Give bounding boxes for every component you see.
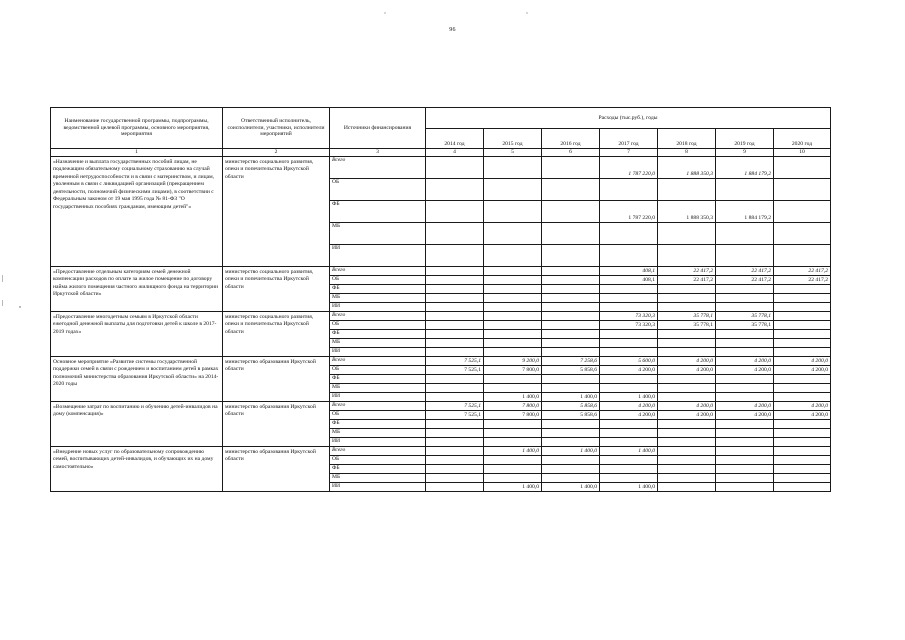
expense-value-cell <box>484 311 542 320</box>
expense-value-cell <box>658 446 716 455</box>
header-year: 2018 год <box>658 129 716 149</box>
expense-value-cell: 4 200,0 <box>716 356 774 365</box>
expense-value-cell: 7 800,0 <box>484 401 542 410</box>
expense-value-cell: 4 200,0 <box>658 365 716 374</box>
expense-value-cell: 1 400,0 <box>484 392 542 401</box>
expense-value-cell: 4 200,0 <box>658 410 716 419</box>
expense-value-cell <box>600 455 658 464</box>
expense-value-cell <box>774 293 831 302</box>
column-number: 6 <box>542 149 600 157</box>
expense-value-cell <box>658 464 716 473</box>
expense-value-cell <box>600 284 658 293</box>
funding-source-cell: ФБ <box>330 374 426 383</box>
table-row <box>51 401 831 410</box>
expense-value-cell <box>658 428 716 437</box>
expense-value-cell <box>426 374 484 383</box>
expense-value-cell <box>658 284 716 293</box>
expense-value-cell: 1 888 350,3 <box>658 200 716 222</box>
funding-source-cell: ОБ <box>330 455 426 464</box>
expense-value-cell: 1 787 220,0 <box>600 156 658 178</box>
expense-value-cell <box>484 374 542 383</box>
expense-value-cell <box>484 156 542 178</box>
expense-value-cell <box>600 178 658 200</box>
expense-value-cell: 408,1 <box>600 266 658 275</box>
expense-value-cell <box>600 338 658 347</box>
expense-value-cell <box>658 473 716 482</box>
expense-value-cell <box>426 464 484 473</box>
expense-value-cell <box>716 338 774 347</box>
expense-value-cell <box>426 428 484 437</box>
table-header <box>51 108 831 157</box>
expense-value-cell <box>426 156 484 178</box>
expense-value-cell <box>774 482 831 491</box>
expense-value-cell: 35 778,1 <box>716 320 774 329</box>
expense-value-cell <box>658 302 716 311</box>
expense-value-cell <box>484 383 542 392</box>
expense-value-cell <box>774 428 831 437</box>
expense-value-cell: 5 858,6 <box>542 365 600 374</box>
expense-value-cell <box>484 284 542 293</box>
expense-value-cell <box>658 392 716 401</box>
expense-value-cell <box>484 437 542 446</box>
expense-value-cell: 22 417,2 <box>774 266 831 275</box>
expense-value-cell <box>774 419 831 428</box>
funding-source-cell: МБ <box>330 222 426 244</box>
expense-value-cell <box>774 302 831 311</box>
column-number: 8 <box>658 149 716 157</box>
expense-value-cell <box>426 275 484 284</box>
expense-value-cell <box>542 338 600 347</box>
expense-value-cell: 4 200,0 <box>716 410 774 419</box>
expense-value-cell <box>484 473 542 482</box>
expense-value-cell: 73 320,3 <box>600 311 658 320</box>
executor-cell: министерство образования Иркутской области <box>223 446 330 491</box>
expense-value-cell <box>542 244 600 266</box>
expense-value-cell <box>716 347 774 356</box>
expense-value-cell <box>426 311 484 320</box>
expense-value-cell <box>484 455 542 464</box>
expense-value-cell <box>774 156 831 178</box>
expense-value-cell: 7 800,0 <box>484 410 542 419</box>
table-row <box>51 311 831 320</box>
budget-table <box>50 107 831 492</box>
funding-source-cell: ОБ <box>330 365 426 374</box>
expense-value-cell <box>484 275 542 284</box>
expense-value-cell: 1 400,0 <box>484 446 542 455</box>
funding-source-cell: ИИ <box>330 244 426 266</box>
expense-value-cell: 7 525,1 <box>426 365 484 374</box>
funding-source-cell: Всего <box>330 156 426 178</box>
funding-source-cell: ИИ <box>330 482 426 491</box>
expense-value-cell: 1 400,0 <box>542 392 600 401</box>
expense-value-cell <box>542 374 600 383</box>
funding-source-cell: ИИ <box>330 392 426 401</box>
expense-value-cell <box>426 284 484 293</box>
expense-value-cell: 1 400,0 <box>600 446 658 455</box>
funding-source-cell: ОБ <box>330 178 426 200</box>
expense-value-cell <box>542 383 600 392</box>
expense-value-cell: 1 400,0 <box>484 482 542 491</box>
expense-value-cell: 5 600,0 <box>600 356 658 365</box>
funding-source-cell: ИИ <box>330 437 426 446</box>
expense-value-cell: 5 858,6 <box>542 401 600 410</box>
expense-value-cell: 4 200,0 <box>716 365 774 374</box>
expense-value-cell <box>600 419 658 428</box>
funding-source-cell: ФБ <box>330 329 426 338</box>
expense-value-cell: 1 400,0 <box>600 392 658 401</box>
expense-value-cell <box>484 329 542 338</box>
expense-value-cell <box>484 293 542 302</box>
expense-value-cell <box>658 419 716 428</box>
expense-value-cell <box>600 374 658 383</box>
expense-value-cell <box>600 464 658 473</box>
expense-value-cell <box>716 222 774 244</box>
expense-value-cell: 1 884 179,2 <box>716 156 774 178</box>
expense-value-cell <box>658 383 716 392</box>
expense-value-cell <box>658 244 716 266</box>
expense-value-cell <box>484 464 542 473</box>
expense-value-cell <box>426 383 484 392</box>
table-row <box>51 446 831 455</box>
expense-value-cell: 1 400,0 <box>542 446 600 455</box>
expense-value-cell: 7 525,1 <box>426 401 484 410</box>
expense-value-cell <box>716 482 774 491</box>
expense-value-cell <box>426 244 484 266</box>
expense-value-cell <box>716 455 774 464</box>
expense-value-cell <box>426 302 484 311</box>
page-number: 96 <box>449 27 456 33</box>
funding-source-cell: ИИ <box>330 347 426 356</box>
executor-cell: министерство социального развития, опеки и попечительства Иркутской области <box>223 311 330 356</box>
funding-source-cell: Всего <box>330 266 426 275</box>
header-program: Наименование государственной программы, подпрограммы, ведомственной целевой программы, основного мероприятия, мероприятия <box>51 108 223 149</box>
expense-value-cell <box>774 311 831 320</box>
expense-value-cell <box>600 383 658 392</box>
expense-value-cell <box>716 437 774 446</box>
expense-value-cell <box>658 222 716 244</box>
expense-value-cell <box>774 222 831 244</box>
program-name-cell: Основное мероприятие «Развитие системы государственной поддержки семей в связи с рождением и воспитанием детей в рамках полномочий министерства образования Иркутской области» на 2014-2020 годы <box>51 356 223 401</box>
expense-value-cell <box>542 178 600 200</box>
expense-value-cell <box>658 482 716 491</box>
header-year: 2019 год <box>716 129 774 149</box>
expense-value-cell <box>716 329 774 338</box>
expense-value-cell <box>542 437 600 446</box>
expense-value-cell <box>774 437 831 446</box>
expense-value-cell <box>426 329 484 338</box>
program-name-cell: «Возмещение затрат по воспитанию и обучению детей-инвалидов на дому (компенсация)» <box>51 401 223 446</box>
column-number: 4 <box>426 149 484 157</box>
expense-value-cell <box>774 320 831 329</box>
funding-source-cell: МБ <box>330 428 426 437</box>
expense-value-cell <box>716 419 774 428</box>
expense-value-cell <box>542 464 600 473</box>
expense-value-cell: 4 200,0 <box>716 401 774 410</box>
program-name-cell: «Предоставление отдельным категориям семей денежной компенсации расходов по оплате за жилое помещение по договору найма жилого помещения частного жилищного фонда на территории Иркутской области» <box>51 266 223 311</box>
expense-value-cell <box>774 464 831 473</box>
expense-value-cell <box>716 302 774 311</box>
expense-value-cell <box>484 178 542 200</box>
expense-value-cell <box>426 392 484 401</box>
expense-value-cell <box>542 293 600 302</box>
expense-value-cell <box>542 329 600 338</box>
expense-value-cell <box>658 178 716 200</box>
expense-value-cell: 4 200,0 <box>600 401 658 410</box>
expense-value-cell <box>658 329 716 338</box>
expense-value-cell: 1 400,0 <box>542 482 600 491</box>
header-year: 2016 год <box>542 129 600 149</box>
expense-value-cell <box>600 244 658 266</box>
expense-value-cell <box>774 284 831 293</box>
expense-value-cell <box>484 302 542 311</box>
expense-value-cell <box>600 428 658 437</box>
expense-value-cell <box>542 302 600 311</box>
expense-value-cell <box>542 473 600 482</box>
expense-value-cell <box>774 374 831 383</box>
table-row <box>51 356 831 365</box>
funding-source-cell: Всего <box>330 446 426 455</box>
expense-value-cell <box>600 302 658 311</box>
expense-value-cell: 4 200,0 <box>774 365 831 374</box>
expense-value-cell <box>426 338 484 347</box>
expense-value-cell <box>774 178 831 200</box>
header-source: Источники финансирования <box>330 108 426 149</box>
expense-value-cell <box>658 455 716 464</box>
expense-value-cell: 5 858,6 <box>542 410 600 419</box>
executor-cell: министерство социального развития, опеки и попечительства Иркутской области <box>223 156 330 266</box>
expense-value-cell <box>600 329 658 338</box>
expense-value-cell <box>774 329 831 338</box>
expense-value-cell: 4 200,0 <box>600 410 658 419</box>
expense-value-cell <box>542 311 600 320</box>
expense-value-cell <box>426 293 484 302</box>
funding-source-cell: ФБ <box>330 464 426 473</box>
expense-value-cell <box>774 347 831 356</box>
expense-value-cell <box>484 266 542 275</box>
expense-value-cell <box>600 437 658 446</box>
expense-value-cell <box>484 200 542 222</box>
expense-value-cell <box>600 293 658 302</box>
expense-value-cell: 408,1 <box>600 275 658 284</box>
funding-source-cell: ФБ <box>330 284 426 293</box>
funding-source-cell: Всего <box>330 356 426 365</box>
expense-value-cell: 7 800,0 <box>484 365 542 374</box>
expense-value-cell <box>716 244 774 266</box>
expense-value-cell <box>484 428 542 437</box>
expense-value-cell: 73 320,3 <box>600 320 658 329</box>
expense-value-cell: 1 400,0 <box>600 482 658 491</box>
funding-source-cell: Всего <box>330 401 426 410</box>
executor-cell: министерство образования Иркутской области <box>223 356 330 401</box>
expense-value-cell: 22 417,2 <box>716 266 774 275</box>
expense-value-cell: 22 417,2 <box>716 275 774 284</box>
expense-value-cell <box>542 222 600 244</box>
expense-value-cell: 22 417,2 <box>658 275 716 284</box>
expense-value-cell <box>774 338 831 347</box>
expense-value-cell <box>716 293 774 302</box>
expense-value-cell: 35 778,1 <box>658 320 716 329</box>
expense-value-cell <box>774 392 831 401</box>
expense-value-cell <box>426 482 484 491</box>
expense-value-cell <box>542 428 600 437</box>
expense-value-cell <box>542 419 600 428</box>
expense-value-cell: 4 200,0 <box>658 356 716 365</box>
header-year: 2017 год <box>600 129 658 149</box>
expense-value-cell <box>658 374 716 383</box>
expense-value-cell <box>426 320 484 329</box>
table-body <box>51 156 831 491</box>
funding-source-cell: МБ <box>330 383 426 392</box>
funding-source-cell: МБ <box>330 473 426 482</box>
expense-value-cell <box>716 374 774 383</box>
program-name-cell: «Внедрение новых услуг по образовательному сопровождению семей, воспитывающих детей-инвалидов, и обучающих их на дому самостоятельно» <box>51 446 223 491</box>
expense-value-cell <box>658 347 716 356</box>
funding-source-cell: ОБ <box>330 410 426 419</box>
expense-value-cell <box>600 473 658 482</box>
column-number: 1 <box>51 149 223 157</box>
funding-source-cell: ОБ <box>330 275 426 284</box>
expense-value-cell <box>542 284 600 293</box>
funding-source-cell: Всего <box>330 311 426 320</box>
expense-value-cell <box>426 347 484 356</box>
expense-value-cell: 9 200,0 <box>484 356 542 365</box>
expense-value-cell <box>426 437 484 446</box>
expense-value-cell <box>484 222 542 244</box>
expense-value-cell <box>658 437 716 446</box>
expense-value-cell <box>426 446 484 455</box>
expense-value-cell <box>716 284 774 293</box>
expense-value-cell: 7 525,1 <box>426 356 484 365</box>
program-name-cell: «Назначение и выплата государственных пособий лицам, не подлежащим обязательному социальному страхованию на случай временной нетрудоспособности и в связи с материнством, и лицам, уволенным в связи с ликвидацией организаций (прекращением деятельности, полномочий физическими лицами), в соответствии с Федеральным законом от 19 мая 1995 года № 81-ФЗ "О государственных пособиях гражданам, имеющим детей"» <box>51 156 223 266</box>
expense-value-cell: 4 200,0 <box>774 356 831 365</box>
column-number-row <box>51 149 831 157</box>
expense-value-cell <box>484 338 542 347</box>
funding-source-cell: ФБ <box>330 200 426 222</box>
header-year: 2020 год <box>774 129 831 149</box>
funding-source-cell: МБ <box>330 293 426 302</box>
expense-value-cell <box>542 320 600 329</box>
expense-value-cell <box>658 293 716 302</box>
expense-value-cell <box>774 473 831 482</box>
expense-value-cell <box>774 200 831 222</box>
header-executor: Ответственный исполнитель, соисполнители, участники, исполнители мероприятий <box>223 108 330 149</box>
header-expenses: Расходы (тыс.руб.), годы <box>426 108 831 129</box>
expense-value-cell <box>716 473 774 482</box>
expense-value-cell <box>484 419 542 428</box>
expense-value-cell <box>426 200 484 222</box>
expense-value-cell: 1 884 179,2 <box>716 200 774 222</box>
expense-value-cell <box>716 464 774 473</box>
expense-value-cell <box>542 200 600 222</box>
column-number: 9 <box>716 149 774 157</box>
funding-source-cell: ФБ <box>330 419 426 428</box>
expense-value-cell <box>774 383 831 392</box>
expense-value-cell <box>426 266 484 275</box>
expense-value-cell: 35 778,1 <box>658 311 716 320</box>
expense-value-cell: 4 200,0 <box>774 401 831 410</box>
executor-cell: министерство образования Иркутской области <box>223 401 330 446</box>
expense-value-cell <box>542 455 600 464</box>
funding-source-cell: ИИ <box>330 302 426 311</box>
expense-value-cell <box>774 244 831 266</box>
expense-value-cell: 7 258,6 <box>542 356 600 365</box>
expense-value-cell <box>484 244 542 266</box>
expense-value-cell <box>716 383 774 392</box>
expense-value-cell <box>426 473 484 482</box>
expense-value-cell: 35 778,1 <box>716 311 774 320</box>
expense-value-cell: 22 417,2 <box>658 266 716 275</box>
executor-cell: министерство социального развития, опеки и попечительства Иркутской области <box>223 266 330 311</box>
expense-value-cell <box>484 320 542 329</box>
expense-value-cell <box>774 446 831 455</box>
expense-value-cell <box>426 419 484 428</box>
expense-value-cell <box>600 222 658 244</box>
column-number: 3 <box>330 149 426 157</box>
header-year: 2015 год <box>484 129 542 149</box>
expense-value-cell: 4 200,0 <box>600 365 658 374</box>
expense-value-cell <box>426 222 484 244</box>
expense-value-cell <box>542 266 600 275</box>
expense-value-cell: 7 525,1 <box>426 410 484 419</box>
expense-value-cell <box>716 446 774 455</box>
expense-value-cell <box>426 178 484 200</box>
expense-value-cell <box>716 178 774 200</box>
expense-value-cell: 22 417,2 <box>774 275 831 284</box>
funding-source-cell: МБ <box>330 338 426 347</box>
expense-value-cell <box>484 347 542 356</box>
expense-value-cell <box>542 275 600 284</box>
column-number: 10 <box>774 149 831 157</box>
header-year: 2014 год <box>426 129 484 149</box>
column-number: 2 <box>223 149 330 157</box>
expense-value-cell: 4 200,0 <box>658 401 716 410</box>
expense-value-cell <box>716 428 774 437</box>
table-row <box>51 266 831 275</box>
column-number: 7 <box>600 149 658 157</box>
expense-value-cell <box>542 347 600 356</box>
expense-value-cell <box>658 338 716 347</box>
expense-value-cell: 4 200,0 <box>774 410 831 419</box>
column-number: 5 <box>484 149 542 157</box>
funding-source-cell: ОБ <box>330 320 426 329</box>
program-name-cell: «Предоставление многодетным семьям в Иркутской области ежегодной денежной выплаты для подготовки детей к школе в 2017-2019 годах» <box>51 311 223 356</box>
table-row <box>51 156 831 178</box>
expense-value-cell: 1 888 350,3 <box>658 156 716 178</box>
expense-value-cell <box>774 455 831 464</box>
expense-value-cell <box>716 392 774 401</box>
expense-value-cell <box>426 455 484 464</box>
expense-value-cell: 1 787 220,0 <box>600 200 658 222</box>
expense-value-cell <box>600 347 658 356</box>
expense-value-cell <box>542 156 600 178</box>
